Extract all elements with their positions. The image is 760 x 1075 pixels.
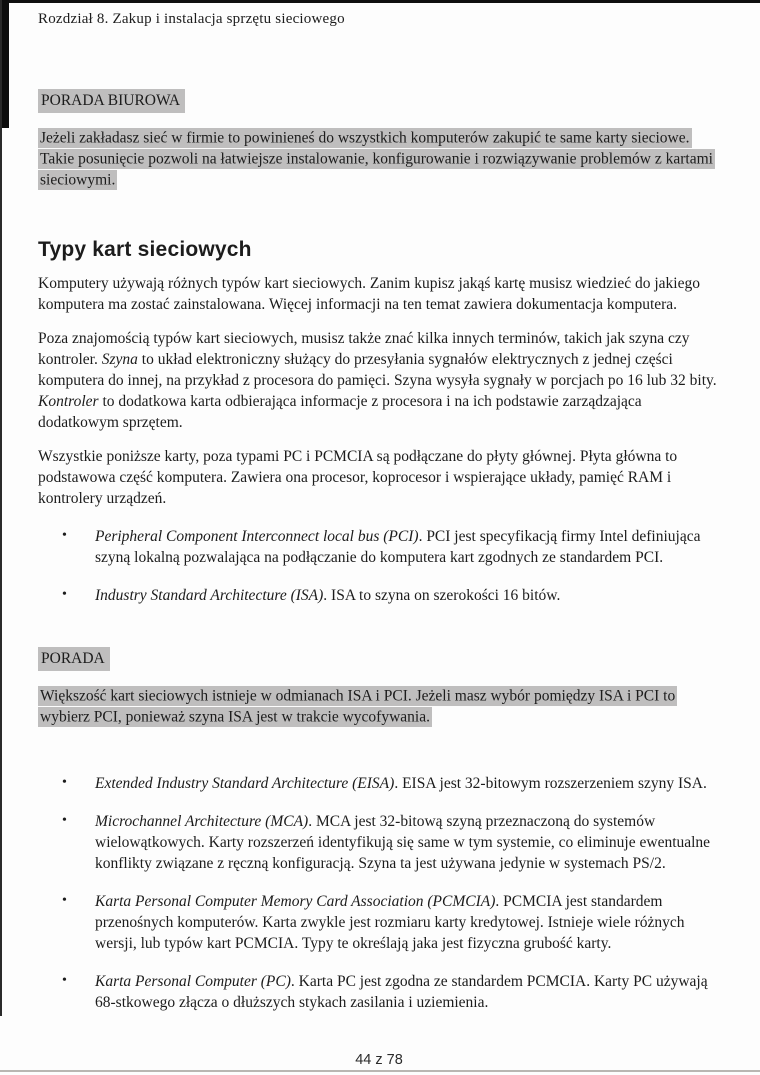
paragraph-motherboard: Wszystkie poniższe karty, poza typami PC i PCMCIA są podłączane do płyty głównej. Płyta główna to podstawowa część komputera. Zawiera ona procesor, koprocesor i wspierające układy, pamięć RAM i kontrolery urządzeń. <box>38 448 678 507</box>
term-pci: Peripheral Component Interconnect local bus (PCI) <box>95 528 419 545</box>
bus-text-2: to układ elektroniczny służący do przesyłania sygnałów elektrycznych z jednej części komputera do innej, na przykład z procesora do pamięci. Szyna wysyła sygnały w porcjach po 16 lub 32 bity. <box>38 351 717 389</box>
desc-pcmcia: . PCMCIA jest standardem przenośnych komputerów. Karta zwykle jest rozmiaru karty kredytowej. Istnieje wiele różnych wersji, lub typów kart PCMCIA. Typy te określają jaka jest fizyczna grubość karty. <box>95 893 685 952</box>
bus-text-1: Poza znajomością typów kart sieciowych, musisz także znać kilka innych terminów, takich jak szyna czy kontroler. <box>38 330 690 368</box>
desc-pci: . PCI jest specyfikacją firmy Intel definiująca szyną lokalną pozwalająca na podłączanie do komputera kart zgodnych ze standardem PCI. <box>95 528 701 566</box>
tip-body <box>38 685 720 727</box>
term-eisa: Extended Industry Standard Architecture (EISA) <box>95 775 395 792</box>
bullet-icon: • <box>62 813 67 828</box>
desc-isa: . ISA to szyna on szerokości 16 bitów. <box>323 587 561 604</box>
bullet-list-bottom <box>38 773 720 1013</box>
term-pc-card: Karta Personal Computer (PC) <box>95 973 291 990</box>
desc-pc-card: . Karta PC jest zgodna ze standardem PCMCIA. Karty PC używają 68-stkowego złącza o dłuższych stykach zasilania i uziemienia. <box>95 973 708 1011</box>
bullet-icon: • <box>62 528 67 543</box>
list-item-mca <box>62 811 720 874</box>
list-item-pci <box>62 526 720 568</box>
bus-text-3: to dodatkowa karta odbierająca informacje z procesora i na ich podstawie zarządzająca dodatkowym sprzętem. <box>38 393 642 431</box>
bullet-icon: • <box>62 893 67 908</box>
bullet-icon: • <box>62 973 67 988</box>
desc-mca: . MCA jest 32-bitową szyną przeznaczoną do systemów wielowątkowych. Karty rozszerzeń identyfikują się same w tym systemie, co eliminuje ewentualne konflikty związane z ręczną konfiguracją. Szyna ta jest używana jedynie w systemach PS/2. <box>95 813 711 872</box>
paragraph-bus-terms <box>38 328 720 433</box>
bullet-icon: • <box>62 587 67 602</box>
term-mca: Microchannel Architecture (MCA) <box>95 813 309 830</box>
term-szyna: Szyna <box>101 351 138 368</box>
page-number: 44 z 78 <box>355 1052 403 1068</box>
office-tip-body-text: Jeżeli zakładasz sieć w firmie to powinieneś do wszystkich komputerów zakupić te same karty sieciowe. Takie posunięcie pozwoli na łatwiejsze instalowanie, konfigurowanie i rozwiązywanie problemów z kartami sieciowymi. <box>40 129 713 188</box>
term-kontroler: Kontroler <box>38 393 99 410</box>
list-item-isa <box>62 585 720 606</box>
bullet-list-top <box>38 526 720 606</box>
desc-eisa: . EISA jest 32-bitowym rozszerzeniem szyny ISA. <box>394 775 707 792</box>
paragraph-intro: Komputery używają różnych typów kart sieciowych. Zanim kupisz jakąś kartę musisz wiedzieć do jakiego komputera ma zostać zainstalowana. Więcej informacji na ten temat zawiera dokumentacja komputera. <box>38 275 700 313</box>
chapter-header: Rozdział 8. Zakup i instalacja sprzętu sieciowego <box>38 11 345 27</box>
list-item-pcmcia <box>62 891 720 954</box>
list-item-eisa <box>62 773 720 794</box>
term-pcmcia: Karta Personal Computer Memory Card Association (PCMCIA) <box>95 893 496 910</box>
tip-body-text: Większość kart sieciowych istnieje w odmianach ISA i PCI. Jeżeli masz wybór pomiędzy ISA i PCI to wybierz PCI, ponieważ szyna ISA jest w trakcie wycofywania. <box>40 687 676 725</box>
section-title: Typy kart sieciowych <box>38 238 252 261</box>
term-isa: Industry Standard Architecture (ISA) <box>95 587 324 604</box>
tip-label: PORADA <box>38 647 110 671</box>
bullet-icon: • <box>62 775 67 790</box>
office-tip-body <box>38 127 720 190</box>
list-item-pc-card <box>62 971 720 1013</box>
office-tip-label: PORADA BIUROWA <box>38 89 185 113</box>
